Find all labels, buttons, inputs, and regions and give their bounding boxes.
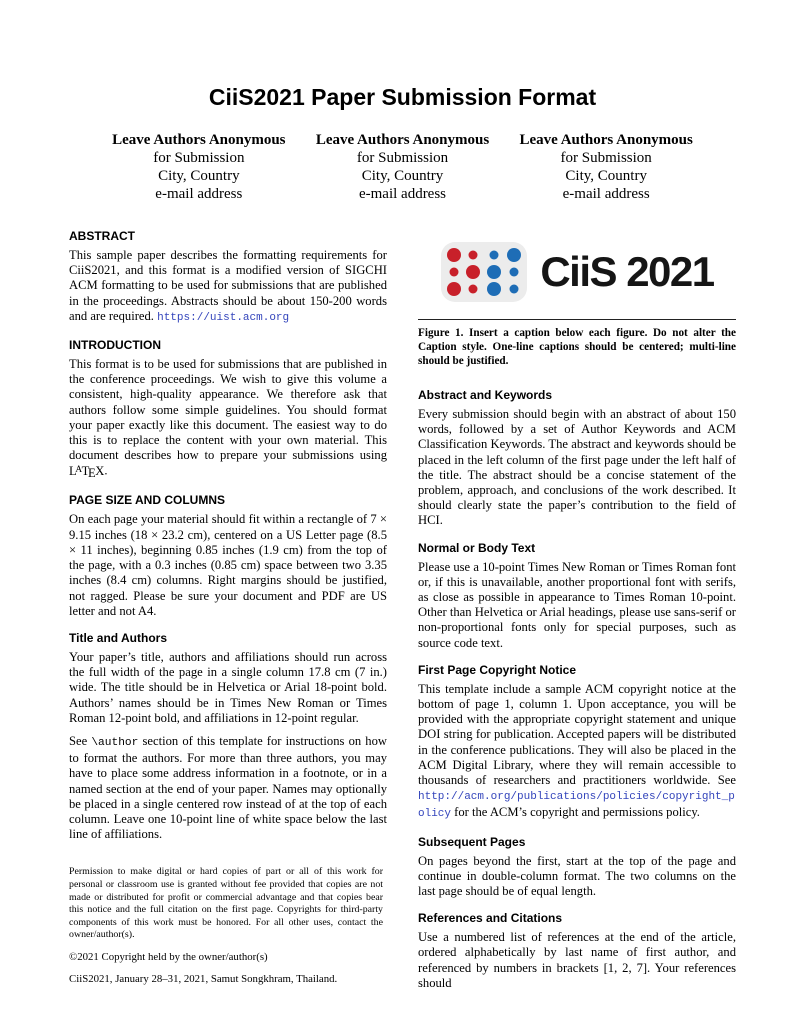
author-location: City, Country <box>158 168 240 184</box>
conference-line: CiiS2021, January 28–31, 2021, Samut Songkhram, Thailand. <box>69 972 338 985</box>
author-name: Leave Authors Anonymous <box>112 132 286 148</box>
latex-letter: X <box>95 463 105 478</box>
abstract-text-span: This sample paper describes the formatting requirements for CiiS2021, and this format is a modified version of SIGCHI ACM formatting to be used for submissions that are published in the proceedings. Abstracts should be about 150-200 words and are required. <box>69 248 387 323</box>
latex-letter: E <box>88 466 96 481</box>
title-authors-text-2 <box>69 734 387 842</box>
title-authors-text-2-span: section of this template for instructions on how to format the authors. For more than three authors, you may have to place some address information in a footnote, or in a named section at the end of your paper. Names may optionally be placed in a single centered row instead of at the top of each column. Leave one 10-point line of white space below the last line of affiliations. <box>69 733 387 842</box>
abstract-keywords-text: Every submission should begin with an abstract of about 150 words, followed by a set of Author Keywords and ACM Classification Keywords. The abstract and keywords should be placed in the left column of the first page under the left half of the title. The abstract should be a concise statement of the problem, approach, and conclusions of the work described. It should clearly state the paper’s contribution to the field of HCI. <box>418 407 736 528</box>
latex-letter: A <box>75 465 83 476</box>
acm-copyright-policy-link[interactable]: http://acm.org/publications/policies/copyright_policy <box>418 791 735 821</box>
page-size-text: On each page your material should fit within a rectangle of 7 × 9.15 inches (18 × 23.2 cm), centered on a US Letter page (8.5 × 11 inches), beginning 0.85 inches (1.9 cm) from the top of the page, with a 0.3 inches (0.85 cm) space between two 3.35 inches (8.4 cm) columns. Right margins should be justified, not ragged. Please be sure your document and PDF are US letter and not A4. <box>69 512 387 618</box>
subsection-heading-subsequent-pages: Subsequent Pages <box>418 834 526 849</box>
author-email: e-mail address <box>358 186 447 202</box>
subsection-heading-title-authors: Title and Authors <box>69 630 168 645</box>
copyright-footnote <box>69 866 387 986</box>
body-text-paragraph: Please use a 10-point Times New Roman or Times Roman font or, if this is unavailable, another proportional font with serifs, as close as possible in appearance to Times Roman 10-point. Other than Helvetica or Arial headings, please use sans-serif or non-proportional fonts only for special purposes, such as source code text. <box>418 559 736 650</box>
introduction-text-span: This format is to be used for submissions that are published in the conference proceedings. We wish to give this volume a consistent, high-quality appearance. We therefore ask that authors follow some simple guidelines. You should format your paper exactly like this document. The easiest way to do this is to replace the content with your own material. This document describes how to prepare your submissions using <box>69 357 387 463</box>
copyright-notice-span-post: for the ACM’s copyright and permissions policy. <box>451 805 700 820</box>
author-command: \author <box>91 736 139 749</box>
ciis-logo <box>418 229 736 319</box>
author-block-2 <box>301 131 505 203</box>
subsection-heading-references: References and Citations <box>418 911 563 926</box>
subsection-heading-body-text: Normal or Body Text <box>418 540 536 555</box>
see-label: See <box>69 733 92 748</box>
subsection-heading-abstract-keywords: Abstract and Keywords <box>418 388 553 402</box>
title-authors-text-1: Your paper’s title, authors and affiliations should run across the full width of the page in a single column 17.8 cm (7 in.) wide. The title should be in Helvetica or Arial 18-point bold. Authors’ names should be in Times New Roman or Times Roman 12-point bold, and affiliations in 12-point regular. <box>69 649 387 725</box>
latex-logo <box>69 463 105 481</box>
author-email: e-mail address <box>155 186 243 202</box>
figure-divider <box>418 319 736 320</box>
author-affiliation: for Submission <box>356 150 449 166</box>
permission-notice: Permission to make digital or hard copies of part or all of this work for personal or classroom use is granted without fee provided that copies are not made or distributed for profit or commercial advantage and that copies bear this notice and the full citation on the first page. Copyrights for third-party components of this work must be honored. For all other uses, contact the owner/author(s). <box>69 866 383 941</box>
two-column-body <box>69 229 736 991</box>
copyright-notice-span-pre: This template include a sample ACM copyright notice at the bottom of page 1, column 1. Upon acceptance, you will be provided with the appropriate copyright statement and unique DOI string for publication. Accepted papers will be distributed in the conference publications. They will also be placed in the ACM Digital Library, where they will remain accessible to thousands of researchers and practitioners worldwide. See <box>418 681 736 788</box>
section-heading-introduction: INTRODUCTION <box>69 338 161 353</box>
introduction-period: . <box>104 463 108 478</box>
section-heading-abstract: ABSTRACT <box>69 229 135 243</box>
author-block-3 <box>504 131 708 203</box>
introduction-text <box>69 357 387 481</box>
ciis-logo-year: 2021 <box>626 248 714 295</box>
latex-letter: T <box>81 463 90 478</box>
section-heading-page-size: PAGE SIZE AND COLUMNS <box>69 493 226 508</box>
copyright-notice-text <box>418 682 736 823</box>
references-text: Use a numbered list of references at the end of the article, ordered alphabetically by last name of first author, and referenced by numbers in brackets [1, 2, 7]. Your references should <box>418 930 736 990</box>
copyright-line: ©2021 Copyright held by the owner/author(s) <box>69 950 268 963</box>
author-location: City, Country <box>361 168 444 184</box>
author-location: City, Country <box>565 168 647 184</box>
left-column <box>69 229 387 991</box>
uist-acm-link[interactable]: https://uist.acm.org <box>157 311 290 324</box>
figure-caption: Figure 1. Insert a caption below each figure. Do not alter the Caption style. One-line captions should be centered; multi-line should be justified. <box>418 327 736 367</box>
right-column <box>418 229 736 991</box>
author-name: Leave Authors Anonymous <box>315 132 490 148</box>
latex-letter: L <box>69 463 77 478</box>
authors-row <box>69 131 736 203</box>
author-name: Leave Authors Anonymous <box>519 132 693 148</box>
author-affiliation: for Submission <box>153 150 245 166</box>
author-block-1 <box>97 131 301 203</box>
subsection-heading-copyright-notice: First Page Copyright Notice <box>418 662 577 677</box>
figure-1 <box>418 229 736 368</box>
subsequent-pages-text: On pages beyond the first, start at the top of the page and continue in double-column format. The two columns on the last page should be of equal length. <box>418 853 736 899</box>
abstract-text <box>69 248 387 326</box>
ciis-logo-word: CiiS <box>540 248 617 295</box>
author-affiliation: for Submission <box>560 150 652 166</box>
ciis-logo-dots-icon <box>440 241 528 303</box>
author-email: e-mail address <box>562 186 650 202</box>
paper-title: CiiS2021 Paper Submission Format <box>208 84 597 110</box>
ciis-logo-text <box>540 248 714 295</box>
